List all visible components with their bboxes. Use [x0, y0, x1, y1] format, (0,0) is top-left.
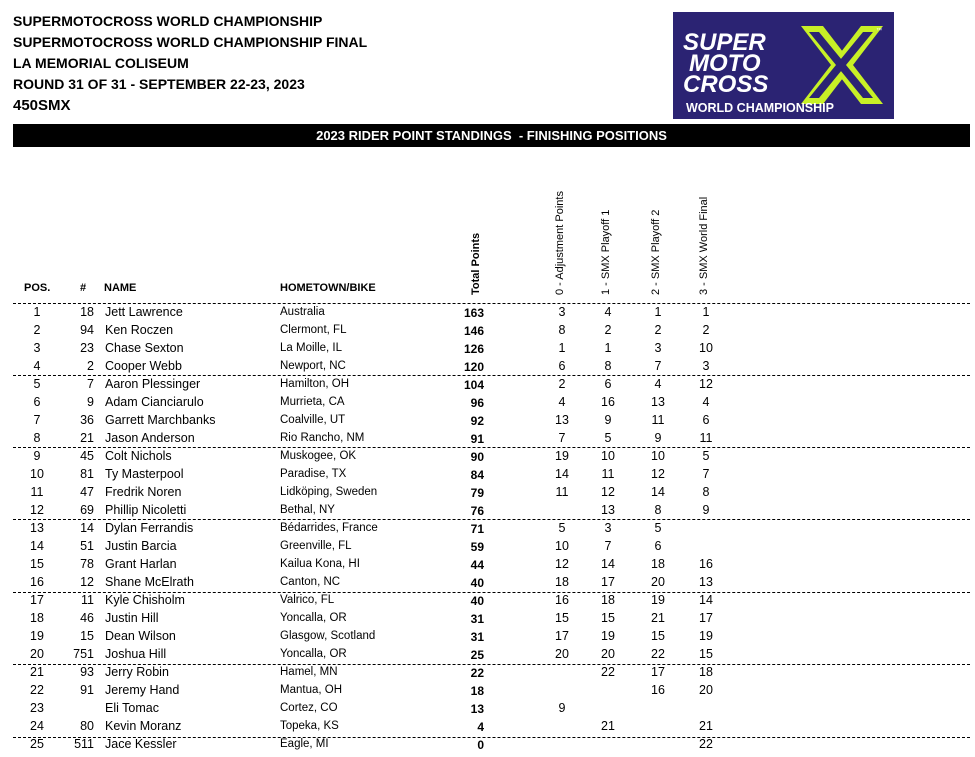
number-cell: 94 [80, 323, 94, 337]
playoff2-cell: 3 [654, 341, 662, 355]
table-row [0, 610, 975, 628]
name-cell: Aaron Plessinger [105, 377, 201, 391]
playoff1-cell: 10 [601, 449, 615, 463]
col-pos-header: POS. [24, 282, 51, 294]
table-row [0, 556, 975, 574]
number-cell: 11 [81, 593, 94, 607]
number-cell: 751 [73, 647, 94, 661]
name-cell: Eli Tomac [105, 701, 159, 715]
hometown-cell: Newport, NC [280, 360, 346, 372]
playoff1-cell: 17 [601, 575, 615, 589]
playoff1-cell: 15 [601, 611, 615, 625]
playoff1-cell: 1 [604, 341, 612, 355]
total-cell: 13 [470, 702, 484, 716]
playoff1-cell: 6 [604, 377, 612, 391]
playoff2-cell: 5 [654, 521, 662, 535]
pos-cell: 14 [30, 539, 44, 553]
playoff2-cell: 8 [654, 503, 662, 517]
playoff2-cell: 19 [651, 593, 665, 607]
pos-cell: 19 [30, 629, 44, 643]
pos-cell: 23 [30, 701, 44, 715]
table-row [0, 700, 975, 718]
name-cell: Ty Masterpool [105, 467, 184, 481]
playoff1-cell: 3 [604, 521, 612, 535]
group-divider [13, 447, 970, 448]
table-row [0, 430, 975, 448]
total-cell: 59 [470, 540, 484, 554]
standings-table [0, 304, 975, 754]
name-cell: Colt Nichols [105, 449, 172, 463]
hometown-cell: Rio Rancho, NM [280, 432, 365, 444]
playoff2-cell: 7 [654, 359, 662, 373]
total-cell: 146 [463, 324, 484, 338]
adjustment-cell: 18 [555, 575, 569, 589]
hometown-cell: La Moille, IL [280, 342, 343, 354]
name-cell: Phillip Nicoletti [105, 503, 187, 517]
number-cell: 46 [80, 611, 94, 625]
name-cell: Chase Sexton [105, 341, 184, 355]
total-cell: 4 [477, 720, 484, 734]
final-cell: 22 [699, 737, 713, 751]
playoff1-cell: 13 [601, 503, 615, 517]
name-cell: Dean Wilson [105, 629, 176, 643]
adjustment-cell: 19 [555, 449, 569, 463]
total-cell: 44 [470, 558, 484, 572]
adjustment-cell: 16 [555, 593, 569, 607]
number-cell: 12 [80, 575, 94, 589]
playoff2-cell: 14 [651, 485, 665, 499]
playoff2-cell: 18 [651, 557, 665, 571]
adjustment-cell: 3 [558, 305, 566, 319]
playoff2-cell: 21 [651, 611, 665, 625]
playoff1-cell: 18 [601, 593, 615, 607]
playoff2-cell: 15 [651, 629, 665, 643]
name-cell: Jason Anderson [105, 431, 195, 445]
playoff2-cell: 2 [654, 323, 662, 337]
logo-word-cross: CROSS [683, 71, 769, 98]
playoff2-cell: 16 [651, 683, 665, 697]
round-date: ROUND 31 OF 31 - SEPTEMBER 22-23, 2023 [13, 76, 305, 92]
event-header [13, 11, 367, 116]
adjustment-cell: 1 [558, 341, 566, 355]
class-label: 450SMX [13, 97, 71, 114]
number-cell: 91 [80, 683, 94, 697]
hometown-cell: Valrico, FL [280, 594, 335, 606]
group-divider [13, 592, 970, 593]
number-cell: 9 [87, 395, 94, 409]
playoff2-cell: 12 [651, 467, 665, 481]
adjustment-cell: 2 [558, 377, 566, 391]
final-cell: 3 [702, 359, 710, 373]
pos-cell: 2 [33, 323, 41, 337]
col-total-header: Total Points [470, 232, 482, 295]
name-cell: Jeremy Hand [105, 683, 180, 697]
hometown-cell: Canton, NC [280, 576, 341, 588]
pos-cell: 20 [30, 647, 44, 661]
col-playoff2-header: 2 - SMX Playoff 2 [650, 209, 662, 295]
table-row [0, 304, 975, 322]
total-cell: 79 [470, 486, 484, 500]
playoff1-cell: 2 [604, 323, 612, 337]
hometown-cell: Australia [280, 306, 325, 318]
name-cell: Jerry Robin [105, 665, 169, 679]
adjustment-cell: 11 [555, 485, 569, 499]
number-cell: 14 [80, 521, 94, 535]
pos-cell: 9 [33, 449, 41, 463]
logo-trademark: ™ [876, 28, 882, 34]
hometown-cell: Bethal, NY [280, 504, 335, 516]
total-cell: 120 [463, 360, 484, 374]
hometown-cell: Glasgow, Scotland [280, 630, 376, 642]
col-hometown-header: HOMETOWN/BIKE [280, 282, 376, 294]
playoff1-cell: 14 [601, 557, 615, 571]
number-cell: 51 [80, 539, 94, 553]
playoff2-cell: 9 [654, 431, 662, 445]
group-divider [13, 375, 970, 376]
adjustment-cell: 9 [558, 701, 566, 715]
pos-cell: 22 [30, 683, 44, 697]
adjustment-cell: 4 [558, 395, 566, 409]
hometown-cell: Topeka, KS [280, 720, 339, 732]
playoff1-cell: 20 [601, 647, 615, 661]
header-divider [13, 303, 970, 304]
standings-banner: 2023 RIDER POINT STANDINGS - FINISHING POSITIONS [13, 124, 970, 147]
hometown-cell: Coalville, UT [280, 414, 346, 426]
name-cell: Kevin Moranz [105, 719, 182, 733]
adjustment-cell: 8 [558, 323, 566, 337]
col-name-header: NAME [104, 282, 137, 294]
pos-cell: 24 [30, 719, 44, 733]
hometown-cell: Yoncalla, OR [280, 648, 347, 660]
playoff2-cell: 11 [651, 413, 665, 427]
total-cell: 91 [470, 432, 484, 446]
total-cell: 31 [470, 630, 484, 644]
table-row [0, 538, 975, 556]
final-cell: 8 [702, 485, 710, 499]
pos-cell: 25 [30, 737, 44, 751]
number-cell: 69 [80, 503, 94, 517]
final-cell: 4 [702, 395, 710, 409]
total-cell: 126 [463, 342, 484, 356]
adjustment-cell: 5 [558, 521, 566, 535]
final-cell: 13 [699, 575, 713, 589]
pos-cell: 18 [30, 611, 44, 625]
table-row [0, 664, 975, 682]
pos-cell: 8 [33, 431, 41, 445]
number-cell: 93 [80, 665, 94, 679]
hometown-cell: Yoncalla, OR [280, 612, 347, 624]
pos-cell: 4 [33, 359, 41, 373]
pos-cell: 1 [33, 305, 41, 319]
table-row [0, 412, 975, 430]
table-row [0, 358, 975, 376]
table-row [0, 682, 975, 700]
adjustment-cell: 13 [555, 413, 569, 427]
adjustment-cell: 7 [558, 431, 566, 445]
name-cell: Justin Hill [105, 611, 159, 625]
pos-cell: 6 [33, 395, 41, 409]
pos-cell: 16 [30, 575, 44, 589]
final-cell: 20 [699, 683, 713, 697]
total-cell: 84 [470, 468, 484, 482]
final-cell: 18 [699, 665, 713, 679]
hometown-cell: Kailua Kona, HI [280, 558, 360, 570]
final-cell: 7 [702, 467, 710, 481]
pos-cell: 5 [33, 377, 41, 391]
championship-title: SUPERMOTOCROSS WORLD CHAMPIONSHIP [13, 13, 323, 29]
total-cell: 92 [470, 414, 484, 428]
playoff1-cell: 5 [604, 431, 612, 445]
table-row [0, 394, 975, 412]
final-cell: 1 [702, 305, 710, 319]
pos-cell: 13 [30, 521, 44, 535]
number-cell: 45 [80, 449, 94, 463]
group-divider [13, 519, 970, 520]
playoff2-cell: 22 [651, 647, 665, 661]
final-cell: 10 [699, 341, 713, 355]
total-cell: 163 [463, 306, 484, 320]
number-cell: 78 [80, 557, 94, 571]
hometown-cell: Bédarrides, France [280, 522, 378, 534]
adjustment-cell: 14 [555, 467, 569, 481]
hometown-cell: Eagle, MI [280, 738, 329, 750]
playoff2-cell: 20 [651, 575, 665, 589]
pos-cell: 11 [30, 485, 44, 499]
total-cell: 90 [470, 450, 484, 464]
name-cell: Cooper Webb [105, 359, 182, 373]
number-cell: 81 [80, 467, 94, 481]
total-cell: 40 [470, 576, 484, 590]
total-cell: 31 [470, 612, 484, 626]
playoff1-cell: 11 [601, 467, 615, 481]
smx-logo [673, 12, 894, 119]
table-row [0, 448, 975, 466]
total-cell: 25 [470, 648, 484, 662]
final-cell: 12 [699, 377, 713, 391]
table-row [0, 376, 975, 394]
event-title: SUPERMOTOCROSS WORLD CHAMPIONSHIP FINAL [13, 34, 368, 50]
name-cell: Adam Cianciarulo [105, 395, 204, 409]
pos-cell: 21 [30, 665, 44, 679]
total-cell: 18 [470, 684, 484, 698]
number-cell: 2 [87, 359, 94, 373]
table-row [0, 484, 975, 502]
adjustment-cell: 17 [555, 629, 569, 643]
hometown-cell: Greenville, FL [280, 540, 352, 552]
table-row [0, 736, 975, 754]
name-cell: Fredrik Noren [105, 485, 182, 499]
hometown-cell: Clermont, FL [280, 324, 347, 336]
name-cell: Ken Roczen [105, 323, 174, 337]
playoff2-cell: 17 [651, 665, 665, 679]
final-cell: 19 [699, 629, 713, 643]
final-cell: 6 [702, 413, 710, 427]
table-row [0, 574, 975, 592]
col-number-header: # [80, 282, 87, 294]
total-cell: 0 [477, 738, 484, 752]
col-playoff1-header: 1 - SMX Playoff 1 [600, 209, 612, 295]
total-cell: 40 [470, 594, 484, 608]
hometown-cell: Paradise, TX [280, 468, 347, 480]
hometown-cell: Muskogee, OK [280, 450, 357, 462]
playoff2-cell: 10 [651, 449, 665, 463]
final-cell: 15 [699, 647, 713, 661]
number-cell: 7 [87, 377, 94, 391]
number-cell: 36 [80, 413, 94, 427]
group-divider [13, 664, 970, 665]
table-row [0, 340, 975, 358]
number-cell: 80 [80, 719, 94, 733]
playoff2-cell: 4 [654, 377, 662, 391]
playoff1-cell: 4 [604, 305, 612, 319]
hometown-cell: Murrieta, CA [280, 396, 345, 408]
number-cell: 47 [80, 485, 94, 499]
name-cell: Grant Harlan [105, 557, 177, 571]
table-row [0, 466, 975, 484]
adjustment-cell: 6 [558, 359, 566, 373]
table-row [0, 322, 975, 340]
col-adjustment-header: 0 - Adjustment Points [554, 191, 566, 295]
name-cell: Justin Barcia [105, 539, 177, 553]
playoff1-cell: 12 [601, 485, 615, 499]
hometown-cell: Hamel, MN [280, 666, 338, 678]
playoff2-cell: 6 [654, 539, 662, 553]
table-row [0, 520, 975, 538]
pos-cell: 3 [33, 341, 41, 355]
final-cell: 17 [699, 611, 713, 625]
logo-word-super: SUPER [683, 29, 766, 56]
total-cell: 76 [470, 504, 484, 518]
name-cell: Garrett Marchbanks [105, 413, 216, 427]
group-divider [13, 737, 970, 738]
hometown-cell: Lidköping, Sweden [280, 486, 378, 498]
pos-cell: 12 [30, 503, 44, 517]
hometown-cell: Cortez, CO [280, 702, 338, 714]
pos-cell: 7 [33, 413, 41, 427]
playoff2-cell: 1 [654, 305, 662, 319]
table-row [0, 628, 975, 646]
total-cell: 104 [463, 378, 484, 392]
final-cell: 14 [699, 593, 713, 607]
final-cell: 21 [699, 719, 713, 733]
playoff1-cell: 16 [601, 395, 615, 409]
adjustment-cell: 15 [555, 611, 569, 625]
name-cell: Dylan Ferrandis [105, 521, 194, 535]
number-cell: 21 [80, 431, 94, 445]
adjustment-cell: 10 [555, 539, 569, 553]
table-row [0, 592, 975, 610]
final-cell: 16 [699, 557, 713, 571]
playoff1-cell: 22 [601, 665, 615, 679]
playoff1-cell: 9 [604, 413, 612, 427]
playoff1-cell: 21 [601, 719, 615, 733]
playoff1-cell: 19 [601, 629, 615, 643]
number-cell: 23 [80, 341, 94, 355]
name-cell: Jace Kessler [105, 737, 177, 751]
table-row [0, 718, 975, 736]
pos-cell: 17 [30, 593, 44, 607]
adjustment-cell: 20 [555, 647, 569, 661]
table-row [0, 502, 975, 520]
col-final-header: 3 - SMX World Final [698, 196, 710, 295]
name-cell: Joshua Hill [105, 647, 167, 661]
final-cell: 2 [702, 323, 710, 337]
venue: LA MEMORIAL COLISEUM [13, 55, 189, 71]
number-cell: 511 [74, 737, 94, 751]
total-cell: 71 [470, 522, 484, 536]
playoff1-cell: 8 [604, 359, 612, 373]
total-cell: 96 [470, 396, 484, 410]
adjustment-cell: 12 [555, 557, 569, 571]
table-row [0, 646, 975, 664]
logo-word-moto: MOTO [689, 50, 761, 77]
playoff2-cell: 13 [651, 395, 665, 409]
playoff1-cell: 7 [604, 539, 612, 553]
logo-subtitle: WORLD CHAMPIONSHIP [686, 101, 834, 115]
final-cell: 9 [702, 503, 710, 517]
total-cell: 22 [470, 666, 484, 680]
hometown-cell: Hamilton, OH [280, 378, 350, 390]
pos-cell: 10 [30, 467, 44, 481]
name-cell: Shane McElrath [105, 575, 194, 589]
number-cell: 18 [80, 305, 94, 319]
name-cell: Jett Lawrence [105, 305, 183, 319]
hometown-cell: Mantua, OH [280, 684, 342, 696]
name-cell: Kyle Chisholm [105, 593, 185, 607]
final-cell: 5 [702, 449, 710, 463]
pos-cell: 15 [30, 557, 44, 571]
number-cell: 15 [80, 629, 94, 643]
final-cell: 11 [699, 431, 713, 445]
